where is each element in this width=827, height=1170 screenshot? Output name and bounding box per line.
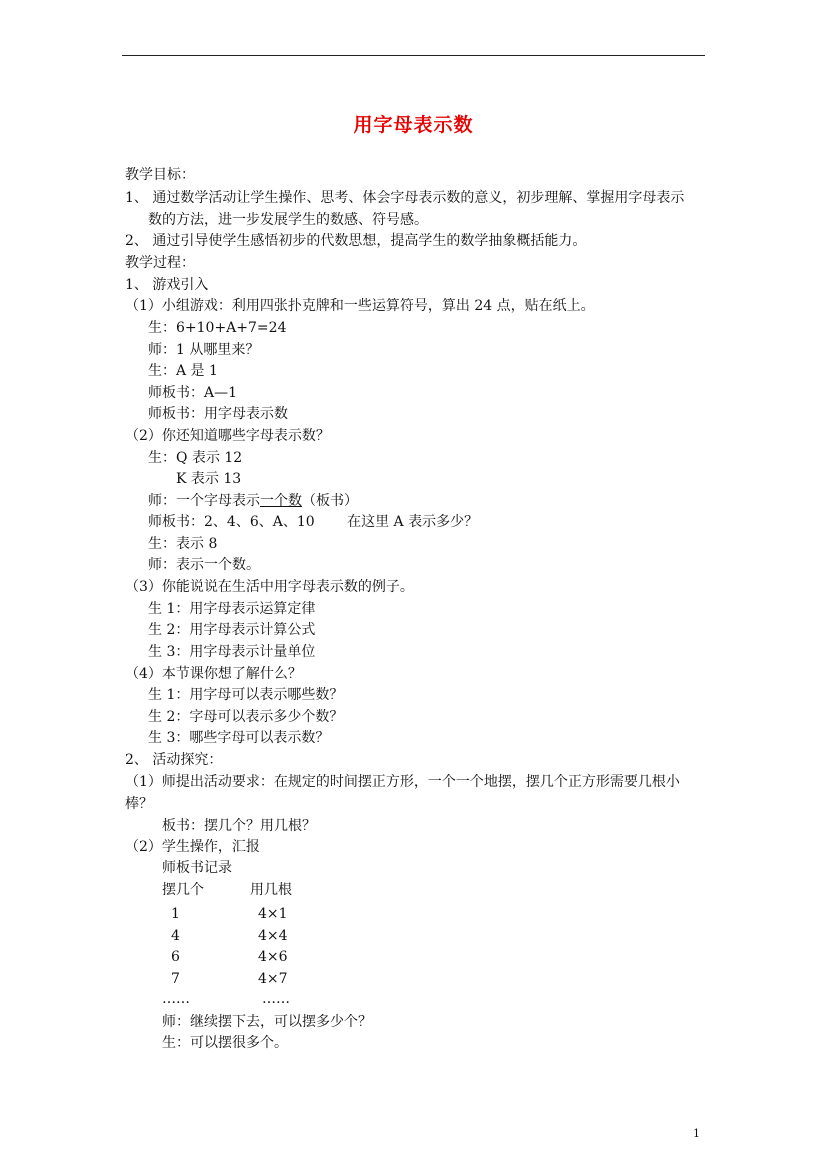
part-2-line: 生：Q 表示 12: [148, 450, 243, 466]
part-2-line: K 表示 13: [176, 471, 242, 487]
part-3-line: 生 3：用字母表示计量单位: [148, 644, 316, 660]
header-rule: [122, 55, 705, 56]
closing-line: 师：继续摆下去，可以摆多少个？: [162, 1014, 372, 1030]
page-number: 1: [693, 1127, 700, 1140]
table-cell-count: 7: [171, 971, 180, 987]
part-4-line: 生 2：字母可以表示多少个数？: [148, 709, 344, 725]
part-2-line-text: （板书）: [302, 493, 358, 509]
goals-heading: 教学目标：: [125, 167, 195, 183]
part-1-line: 生：6+10+A+7=24: [148, 320, 287, 336]
table-cell-sticks: ……: [262, 991, 290, 1007]
part-1-line: 师板书：A—1: [148, 385, 238, 401]
goal-1-line-2: 数的方法，进一步发展学生的数感、符号感。: [148, 212, 428, 228]
goal-1-line-1: 1、 通过数学活动让学生操作、思考、体会字母表示数的意义，初步理解、掌握用字母表示: [125, 190, 685, 206]
question-1-line-2: 棒？: [125, 796, 153, 812]
part-3-heading: （3）你能说说在生活中用字母表示数的例子。: [125, 579, 414, 595]
table-header-sticks: 用几根: [250, 882, 292, 898]
part-1-line: 师板书：用字母表示数: [148, 406, 288, 422]
part-4-line: 生 3：哪些字母可以表示数？: [148, 730, 330, 746]
process-heading: 教学过程：: [125, 255, 195, 271]
table-cell-sticks: 4×1: [258, 906, 288, 922]
goal-2: 2、 通过引导使学生感悟初步的代数思想，提高学生的数学抽象概括能力。: [125, 233, 587, 249]
record-heading: 师板书记录: [162, 860, 232, 876]
table-header-count: 摆几个: [162, 882, 204, 898]
part-1-heading: （1）小组游戏：利用四张扑克牌和一些运算符号，算出 24 点，贴在纸上。: [125, 298, 595, 314]
table-cell-sticks: 4×6: [258, 949, 288, 965]
part-4-line: 生 1：用字母可以表示哪些数？: [148, 687, 344, 703]
underlined-text: 一个数: [260, 493, 302, 509]
question-1-board: 板书：摆几个？用几根？: [162, 818, 316, 834]
part-1-line: 生：A 是 1: [148, 363, 218, 379]
question-1-line-1: （1）师提出活动要求：在规定的时间摆正方形，一个一个地摆，摆几个正方形需要几根小: [125, 774, 680, 790]
part-2-line: 师：表示一个数。: [148, 557, 260, 573]
part-2-line: 师板书：2、4、6、A、10 在这里 A 表示多少？: [148, 514, 479, 530]
table-cell-count: 6: [171, 949, 180, 965]
part-2-line: [148, 492, 358, 510]
table-cell-count: ……: [162, 991, 190, 1007]
table-cell-count: 1: [171, 906, 180, 922]
part-2-line: 生：表示 8: [148, 536, 218, 552]
table-cell-sticks: 4×4: [258, 928, 288, 944]
part-4-heading: （4）本节课你想了解什么？: [125, 666, 302, 682]
part-1-line: 师：1 从哪里来？: [148, 342, 260, 358]
table-cell-count: 4: [171, 928, 180, 944]
part-3-line: 生 2：用字母表示计算公式: [148, 622, 316, 638]
part-2-line-text: 师：一个字母表示: [148, 493, 260, 509]
question-2-heading: （2）学生操作，汇报: [125, 839, 260, 855]
section-1-heading: 1、 游戏引入: [125, 277, 209, 293]
part-2-heading: （2）你还知道哪些字母表示数？: [125, 428, 330, 444]
section-2-heading: 2、 活动探究：: [125, 752, 223, 768]
table-cell-sticks: 4×7: [258, 971, 288, 987]
closing-line: 生：可以摆很多个。: [162, 1035, 288, 1051]
part-3-line: 生 1：用字母表示运算定律: [148, 601, 316, 617]
document-title: 用字母表示数: [353, 114, 474, 136]
